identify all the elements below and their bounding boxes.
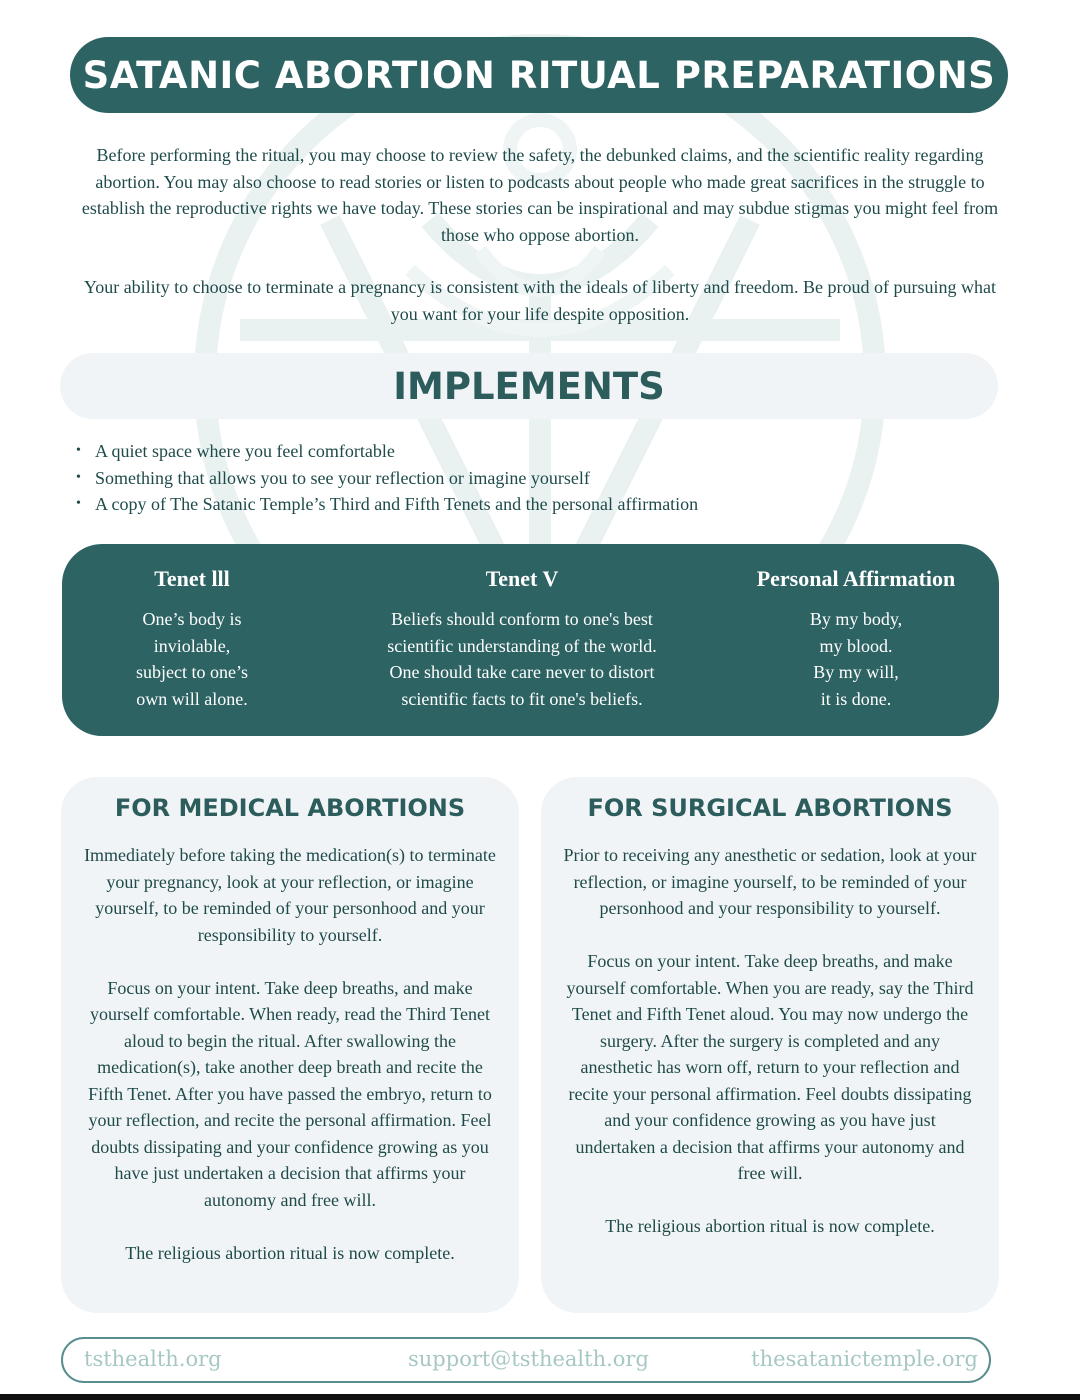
list-item: • A copy of The Satanic Temple’s Third and Fifth Tenets and the personal affirmation: [72, 491, 972, 518]
tenet-title: Personal Affirmation: [756, 566, 956, 591]
card-paragraph: Focus on your intent. Take deep breaths, and make yourself comfortable. When you are ready, say the Third Tenet and Fifth Tenet aloud. You may now undergo the surgery. After the surgery is completed and any anesthetic has worn off, return to your reflection and recite your personal affirmation. Feel doubts dissipating and your confidence growing as you have just undertaken a decision that affirms your autonomy and free will.: [566, 951, 974, 1183]
list-item: • A quiet space where you feel comfortable: [72, 438, 972, 465]
support-email-link[interactable]: support@tsthealth.org: [408, 1347, 649, 1371]
medical-abortions-card: [61, 777, 519, 1313]
tenet-line: own will alone.: [136, 688, 248, 709]
tenet-line: One’s body is: [142, 609, 242, 629]
bottom-edge-bar: [0, 1394, 1080, 1400]
tenet-line: it is done.: [820, 688, 892, 709]
intro-section: [70, 142, 1010, 353]
tenet-line: scientific facts to fit one's beliefs.: [401, 688, 643, 709]
tenet-line: inviolable,: [153, 635, 231, 656]
tenet-title: Tenet lll: [154, 566, 230, 591]
surgical-abortions-card: [541, 777, 999, 1313]
health-site-link[interactable]: tsthealth.org: [84, 1347, 222, 1371]
tenet-line: One should take care never to distort: [389, 662, 655, 682]
title-banner: [70, 37, 1008, 113]
tenets-panel: [62, 544, 999, 736]
tenet-fifth: [352, 566, 692, 712]
card-heading: FOR SURGICAL ABORTIONS: [587, 794, 953, 822]
tenet-line: subject to one’s: [136, 662, 248, 682]
implements-banner: [60, 353, 998, 419]
card-paragraph: Prior to receiving any anesthetic or sedation, look at your reflection, or imagine yourself, to be reminded of your personhood and your responsibility to yourself.: [563, 845, 977, 918]
page-title: SATANIC ABORTION RITUAL PREPARATIONS: [82, 53, 996, 97]
card-paragraph: The religious abortion ritual is now complete.: [125, 1242, 455, 1263]
temple-site-link[interactable]: thesatanictemple.org: [751, 1347, 978, 1371]
card-paragraph: Focus on your intent. Take deep breaths, and make yourself comfortable. When ready, read the Third Tenet aloud to begin the ritual. After swallowing the medication(s), take another deep breath and recite the Fifth Tenet. After you have passed the embryo, return to your reflection, and recite the personal affirmation. Feel doubts dissipating and your confidence growing as you have just undertaken a decision that affirms your autonomy and free will.: [88, 977, 492, 1210]
tenet-line: Beliefs should conform to one's best: [391, 609, 653, 629]
implements-heading: IMPLEMENTS: [393, 364, 665, 408]
footer-bar: [61, 1337, 991, 1383]
card-paragraph: Immediately before taking the medication(s) to terminate your pregnancy, look at your reflection, or imagine yourself, to be reminded of your personhood and your responsibility to yourself.: [84, 845, 496, 945]
list-item: • Something that allows you to see your reflection or imagine yourself: [72, 465, 972, 492]
card-heading: FOR MEDICAL ABORTIONS: [114, 794, 466, 822]
intro-paragraph: Before performing the ritual, you may choose to review the safety, the debunked claims, and the scientific reality regarding abortion. You may also choose to read stories or listen to podcasts about people who made great sacrifices in the struggle to establish the reproductive rights we have today. These stories can be inspirational and may subdue stigmas you might feel from those who oppose abortion.: [81, 145, 999, 245]
intro-paragraph: Your ability to choose to terminate a pregnancy is consistent with the ideals of liberty and freedom. Be proud of pursuing what you want for your life despite opposition.: [84, 277, 996, 324]
card-paragraph: The religious abortion ritual is now complete.: [605, 1216, 935, 1236]
personal-affirmation: [732, 566, 980, 712]
tenet-line: scientific understanding of the world.: [387, 635, 657, 656]
tenet-line: By my body,: [809, 609, 903, 629]
implements-list: [72, 438, 972, 518]
tenet-title: Tenet V: [485, 566, 559, 591]
tenet-line: my blood.: [819, 635, 893, 656]
tenet-third: [102, 566, 282, 712]
tenet-line: By my will,: [813, 662, 899, 682]
